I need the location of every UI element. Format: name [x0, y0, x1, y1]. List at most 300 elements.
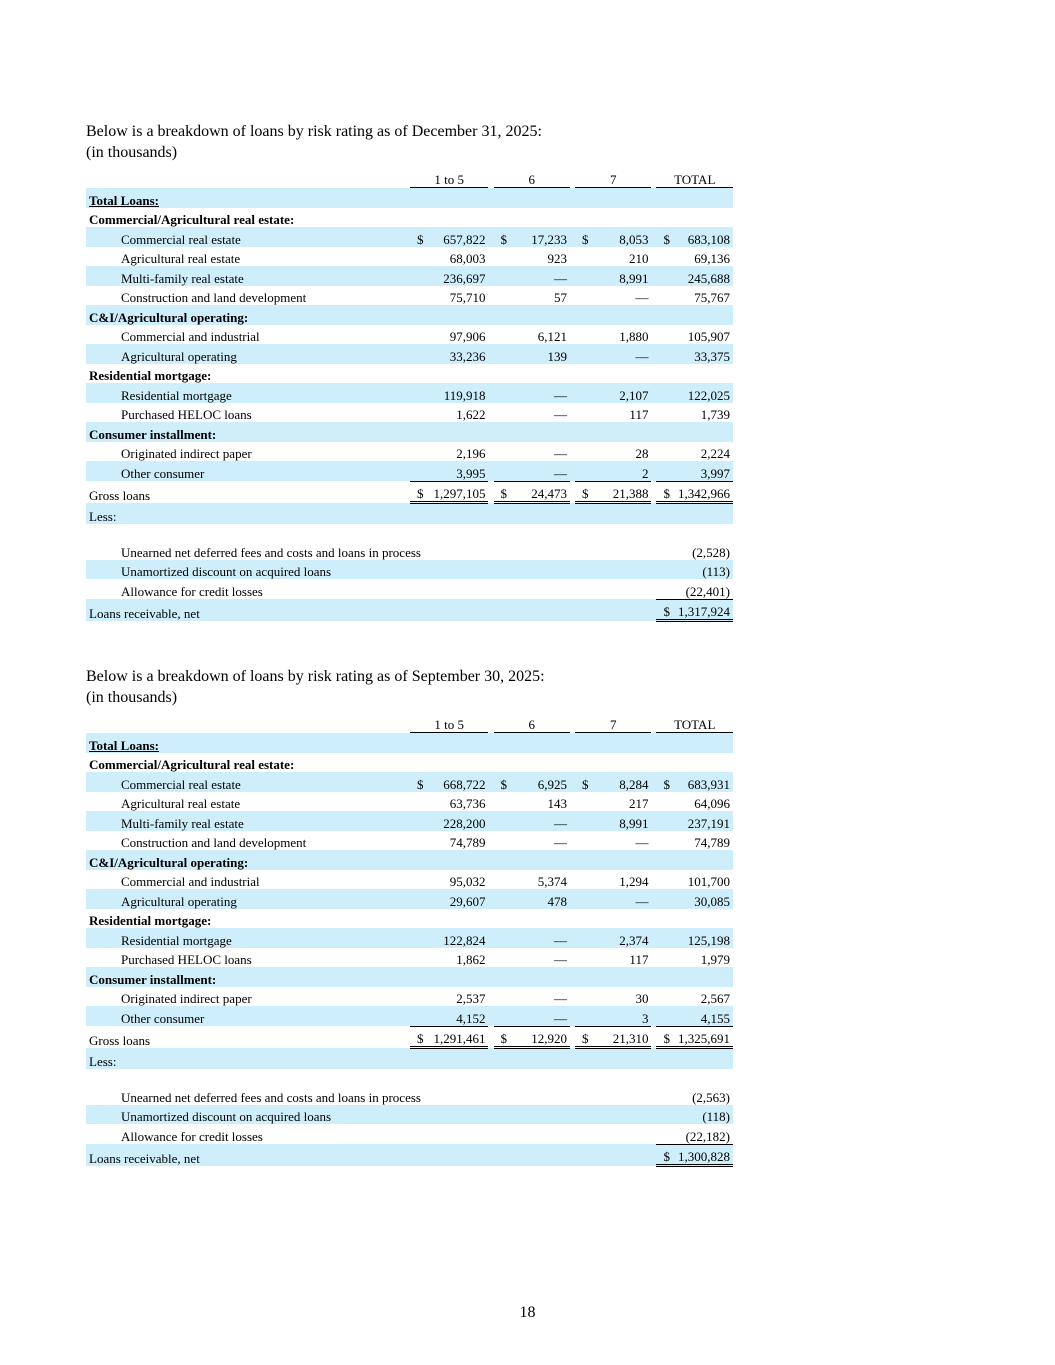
- value-cell: [575, 599, 651, 621]
- value-text: 1,880: [619, 329, 649, 344]
- value-text: 1,979: [700, 952, 730, 967]
- row-label: Commercial real estate: [86, 227, 410, 247]
- row-label: Other consumer: [86, 1006, 410, 1026]
- value-text: 1,317,924: [678, 604, 730, 619]
- value-cell: [575, 422, 651, 442]
- table-row: [86, 928, 733, 948]
- value-text: 21,388: [612, 486, 649, 501]
- currency-symbol: $: [663, 1149, 670, 1164]
- row-label: Commercial real estate: [86, 772, 410, 792]
- value-cell: [494, 889, 570, 909]
- value-cell: [575, 461, 651, 481]
- value-cell: [656, 461, 733, 481]
- value-cell: [575, 909, 651, 929]
- value-cell: [410, 503, 488, 524]
- row-label: Allowance for credit losses: [121, 584, 263, 599]
- value-cell: [494, 1124, 570, 1144]
- row-label: Loans receivable, net: [86, 599, 410, 621]
- value-text: —: [635, 348, 649, 364]
- table-row: [86, 772, 733, 792]
- value-cell: [575, 247, 651, 267]
- row-label: Originated indirect paper: [121, 446, 252, 461]
- value-cell: [410, 560, 488, 580]
- value-cell: [410, 1006, 488, 1026]
- table-row: [86, 188, 733, 208]
- table-row: [86, 442, 733, 462]
- value-cell: [410, 987, 488, 1007]
- table-row: [86, 208, 733, 228]
- page-number: 18: [519, 1304, 536, 1321]
- value-cell: [494, 227, 570, 247]
- value-text: 63,736: [449, 796, 486, 811]
- value-cell: [656, 344, 733, 364]
- value-cell: [494, 909, 570, 929]
- value-cell: [656, 1048, 733, 1069]
- table-row: [86, 422, 733, 442]
- table-row: [86, 364, 733, 384]
- value-cell: [575, 792, 651, 812]
- table-row: [86, 344, 733, 364]
- value-text: 29,607: [449, 893, 486, 909]
- row-label: Total Loans:: [86, 188, 410, 208]
- currency-symbol: $: [663, 776, 670, 792]
- value-cell: [410, 948, 488, 968]
- table-row: [86, 987, 733, 1007]
- table-row: [86, 948, 733, 968]
- table-title: Below is a breakdown of loans by risk rating as of September 30, 2025:: [86, 668, 545, 685]
- currency-symbol: $: [417, 776, 424, 792]
- row-label: Consumer installment:: [86, 422, 410, 442]
- value-text: 24,473: [531, 486, 567, 501]
- value-cell: [410, 850, 488, 870]
- value-cell: [656, 403, 733, 423]
- row-label: C&I/Agricultural operating:: [86, 305, 410, 325]
- row-label: Purchased HELOC loans: [121, 952, 252, 967]
- value-text: 4,155: [700, 1010, 730, 1026]
- row-label: Total Loans:: [86, 733, 410, 753]
- table-row: [86, 1105, 733, 1125]
- value-text: 1,862: [456, 952, 486, 967]
- value-cell: [410, 599, 488, 621]
- value-cell: [656, 188, 733, 208]
- value-cell: [575, 1026, 651, 1048]
- value-cell: [656, 909, 733, 929]
- value-text: 657,822: [443, 231, 486, 247]
- value-cell: [575, 188, 651, 208]
- value-text: 122,025: [687, 387, 730, 403]
- value-text: 210: [628, 251, 649, 266]
- value-cell: [575, 503, 651, 524]
- table-row: [86, 753, 733, 773]
- value-text: 2,537: [456, 991, 486, 1006]
- value-text: 75,767: [694, 290, 730, 305]
- row-label: Other consumer: [86, 461, 410, 481]
- value-cell: [656, 364, 733, 384]
- table-row: [86, 461, 733, 481]
- value-cell: [494, 1048, 570, 1069]
- value-text: 1,300,828: [678, 1149, 730, 1164]
- value-cell: [656, 524, 733, 560]
- value-cell: [656, 286, 733, 306]
- value-cell: [494, 442, 570, 462]
- table-row: [86, 503, 733, 524]
- value-text: 236,697: [443, 270, 486, 286]
- value-text: 1,342,966: [678, 486, 730, 501]
- value-text: 1,739: [700, 407, 730, 422]
- value-cell: [656, 811, 733, 831]
- value-cell: [494, 831, 570, 851]
- value-cell: [575, 772, 651, 792]
- value-text: 1,325,691: [678, 1031, 730, 1046]
- value-cell: [410, 227, 488, 247]
- row-label: Unearned net deferred fees and costs and loans in process: [121, 544, 421, 560]
- column-header: TOTAL: [656, 714, 733, 733]
- table-row: [86, 579, 733, 599]
- value-cell: [494, 247, 570, 267]
- value-cell: [656, 1069, 733, 1105]
- column-header: 1 to 5: [410, 714, 488, 733]
- value-text: 125,198: [687, 932, 730, 948]
- value-cell: [410, 1144, 488, 1166]
- value-cell: [410, 733, 488, 753]
- currency-symbol: $: [500, 231, 507, 247]
- value-cell: [494, 1026, 570, 1048]
- value-cell: [575, 811, 651, 831]
- value-cell: [410, 1105, 488, 1125]
- value-cell: [575, 831, 651, 851]
- value-cell: [575, 403, 651, 423]
- value-cell: [410, 188, 488, 208]
- value-cell: [575, 208, 651, 228]
- value-cell: [410, 208, 488, 228]
- value-cell: [656, 987, 733, 1007]
- value-text: 2,567: [700, 991, 730, 1006]
- value-text: (22,182): [685, 1128, 730, 1144]
- row-label: Residential mortgage:: [89, 368, 212, 383]
- currency-symbol: $: [500, 486, 507, 501]
- currency-symbol: $: [500, 776, 507, 792]
- value-text: 245,688: [687, 270, 730, 286]
- value-cell: [656, 579, 733, 599]
- value-text: (2,563): [692, 1089, 730, 1105]
- table-row: [86, 383, 733, 403]
- value-cell: [656, 227, 733, 247]
- value-cell: [410, 364, 488, 384]
- value-cell: [656, 733, 733, 753]
- table-row: [86, 1006, 733, 1026]
- value-cell: [494, 266, 570, 286]
- value-text: —: [635, 835, 649, 850]
- value-cell: [494, 579, 570, 599]
- value-cell: [656, 1144, 733, 1166]
- value-text: 117: [629, 407, 649, 422]
- value-cell: [494, 403, 570, 423]
- value-cell: [656, 208, 733, 228]
- value-cell: [494, 344, 570, 364]
- value-text: 923: [547, 251, 567, 266]
- table-row: [86, 967, 733, 987]
- column-header: TOTAL: [656, 169, 733, 188]
- value-cell: [656, 1124, 733, 1144]
- table-section-dec-2025: [86, 121, 786, 622]
- value-text: 4,152: [456, 1010, 486, 1026]
- value-text: 17,233: [531, 231, 567, 247]
- value-text: (113): [702, 564, 730, 579]
- value-cell: [494, 503, 570, 524]
- table-row: [86, 1069, 733, 1105]
- value-text: —: [553, 1010, 567, 1026]
- row-label: Residential mortgage: [86, 383, 410, 403]
- value-cell: [494, 524, 570, 560]
- value-cell: [494, 599, 570, 621]
- value-cell: [410, 1069, 488, 1105]
- value-cell: [575, 1105, 651, 1125]
- value-text: 143: [547, 796, 567, 811]
- value-text: 478: [547, 893, 567, 909]
- table-row: [86, 1144, 733, 1166]
- value-cell: [656, 948, 733, 968]
- value-text: —: [553, 952, 567, 967]
- value-text: —: [553, 387, 567, 403]
- table-row: [86, 325, 733, 345]
- row-label: Loans receivable, net: [86, 1144, 410, 1166]
- value-cell: [410, 344, 488, 364]
- value-cell: [494, 481, 570, 503]
- value-cell: [494, 870, 570, 890]
- row-label: Construction and land development: [121, 835, 307, 850]
- value-cell: [575, 733, 651, 753]
- value-cell: [656, 247, 733, 267]
- value-text: 237,191: [687, 815, 730, 831]
- table-title: Below is a breakdown of loans by risk rating as of December 31, 2025:: [86, 123, 542, 140]
- row-label: Commercial and industrial: [121, 874, 260, 889]
- value-cell: [494, 188, 570, 208]
- value-cell: [410, 870, 488, 890]
- value-cell: [575, 524, 651, 560]
- value-cell: [494, 364, 570, 384]
- row-label: Commercial/Agricultural real estate:: [89, 212, 295, 227]
- value-text: 28: [635, 446, 649, 461]
- value-cell: [575, 1006, 651, 1026]
- value-cell: [410, 928, 488, 948]
- value-cell: [410, 461, 488, 481]
- table-row: [86, 560, 733, 580]
- value-text: 21,310: [612, 1031, 649, 1046]
- value-text: 3: [641, 1010, 649, 1026]
- value-cell: [575, 560, 651, 580]
- value-cell: [494, 286, 570, 306]
- table-row: [86, 889, 733, 909]
- value-text: 97,906: [449, 329, 486, 344]
- value-text: —: [635, 290, 649, 305]
- value-cell: [410, 305, 488, 325]
- value-cell: [575, 579, 651, 599]
- value-text: —: [553, 407, 567, 422]
- table-row: [86, 1026, 733, 1048]
- value-cell: [575, 987, 651, 1007]
- value-cell: [575, 850, 651, 870]
- value-text: 2,107: [619, 387, 649, 403]
- value-cell: [410, 811, 488, 831]
- row-label: Agricultural real estate: [121, 796, 241, 811]
- value-cell: [656, 753, 733, 773]
- value-text: 3,995: [456, 465, 486, 481]
- value-text: —: [553, 835, 567, 850]
- value-cell: [494, 383, 570, 403]
- value-cell: [656, 772, 733, 792]
- row-label: Residential mortgage: [86, 928, 410, 948]
- row-label: Originated indirect paper: [121, 991, 252, 1006]
- value-text: 64,096: [694, 796, 730, 811]
- row-label: Unamortized discount on acquired loans: [86, 1105, 410, 1125]
- value-text: 75,710: [449, 290, 486, 305]
- value-cell: [575, 889, 651, 909]
- value-text: 683,108: [687, 231, 730, 247]
- value-text: —: [635, 893, 649, 909]
- row-label: Unearned net deferred fees and costs and loans in process: [121, 1089, 421, 1105]
- value-cell: [410, 422, 488, 442]
- table-row: [86, 286, 733, 306]
- value-text: 217: [628, 796, 649, 811]
- currency-symbol: $: [581, 1031, 589, 1046]
- currency-symbol: $: [581, 776, 589, 792]
- value-text: 33,236: [449, 348, 486, 364]
- row-label: Commercial/Agricultural real estate:: [89, 757, 295, 772]
- value-cell: [494, 461, 570, 481]
- value-cell: [494, 733, 570, 753]
- table-row: [86, 266, 733, 286]
- value-text: —: [553, 465, 567, 481]
- value-cell: [410, 247, 488, 267]
- value-text: 122,824: [443, 932, 486, 948]
- value-text: 57: [553, 290, 567, 305]
- value-cell: [575, 481, 651, 503]
- value-cell: [575, 227, 651, 247]
- value-text: 2,374: [619, 932, 649, 948]
- column-header: 7: [575, 714, 651, 733]
- value-cell: [494, 928, 570, 948]
- value-cell: [410, 383, 488, 403]
- currency-symbol: $: [663, 486, 670, 501]
- row-label: Agricultural operating: [86, 344, 410, 364]
- value-text: 668,722: [443, 776, 486, 792]
- value-cell: [575, 325, 651, 345]
- row-label: Construction and land development: [121, 290, 307, 305]
- table-row: [86, 305, 733, 325]
- value-cell: [656, 442, 733, 462]
- value-cell: [494, 560, 570, 580]
- row-label: Commercial and industrial: [121, 329, 260, 344]
- table-row: [86, 247, 733, 267]
- value-cell: [410, 286, 488, 306]
- value-cell: [494, 305, 570, 325]
- row-label: Gross loans: [89, 1032, 151, 1048]
- table-units: (in thousands): [86, 689, 178, 706]
- value-cell: [656, 831, 733, 851]
- value-cell: [656, 599, 733, 621]
- value-cell: [410, 772, 488, 792]
- table-row: [86, 1048, 733, 1069]
- currency-symbol: $: [581, 231, 589, 247]
- value-cell: [410, 325, 488, 345]
- value-cell: [575, 753, 651, 773]
- value-cell: [410, 792, 488, 812]
- value-text: 2: [641, 465, 649, 481]
- value-cell: [410, 831, 488, 851]
- value-cell: [494, 850, 570, 870]
- value-cell: [575, 1069, 651, 1105]
- value-text: 1,294: [619, 874, 649, 889]
- table-row: [86, 831, 733, 851]
- currency-symbol: $: [581, 486, 589, 501]
- value-cell: [494, 1105, 570, 1125]
- value-text: 74,789: [694, 835, 730, 850]
- value-cell: [575, 1144, 651, 1166]
- value-cell: [575, 344, 651, 364]
- value-text: —: [553, 270, 567, 286]
- value-cell: [494, 1006, 570, 1026]
- value-cell: [656, 792, 733, 812]
- row-label: Allowance for credit losses: [121, 1129, 263, 1144]
- value-text: 30,085: [694, 893, 730, 909]
- row-label: Agricultural operating: [86, 889, 410, 909]
- currency-symbol: $: [417, 1031, 424, 1046]
- value-cell: [575, 305, 651, 325]
- value-text: 2,196: [456, 446, 486, 461]
- table-row: [86, 733, 733, 753]
- value-text: 228,200: [443, 815, 486, 831]
- value-text: 8,991: [619, 815, 649, 831]
- value-cell: [494, 772, 570, 792]
- value-cell: [410, 442, 488, 462]
- value-cell: [656, 305, 733, 325]
- value-cell: [410, 909, 488, 929]
- table-row: [86, 227, 733, 247]
- value-cell: [575, 266, 651, 286]
- row-label: Purchased HELOC loans: [121, 407, 252, 422]
- value-text: 68,003: [449, 251, 486, 266]
- value-text: 139: [547, 348, 567, 364]
- table-row: [86, 909, 733, 929]
- value-text: 101,700: [687, 874, 730, 889]
- value-cell: [494, 967, 570, 987]
- value-cell: [494, 753, 570, 773]
- value-text: —: [553, 446, 567, 461]
- value-text: 2,224: [700, 446, 730, 461]
- value-cell: [410, 579, 488, 599]
- value-cell: [656, 850, 733, 870]
- value-cell: [575, 948, 651, 968]
- currency-symbol: $: [417, 486, 424, 501]
- value-cell: [494, 792, 570, 812]
- value-text: 74,789: [449, 835, 486, 850]
- value-cell: [575, 1048, 651, 1069]
- value-text: 119,918: [443, 387, 486, 403]
- header-row: [86, 714, 733, 733]
- table-row: [86, 599, 733, 621]
- table-row: [86, 792, 733, 812]
- column-header: 6: [494, 169, 570, 188]
- value-cell: [410, 403, 488, 423]
- value-cell: [410, 1124, 488, 1144]
- value-text: 117: [629, 952, 649, 967]
- value-cell: [656, 503, 733, 524]
- value-cell: [494, 948, 570, 968]
- loans-risk-rating-table: [86, 169, 733, 622]
- row-label: Residential mortgage:: [89, 913, 212, 928]
- column-header: 7: [575, 169, 651, 188]
- currency-symbol: $: [500, 1031, 507, 1046]
